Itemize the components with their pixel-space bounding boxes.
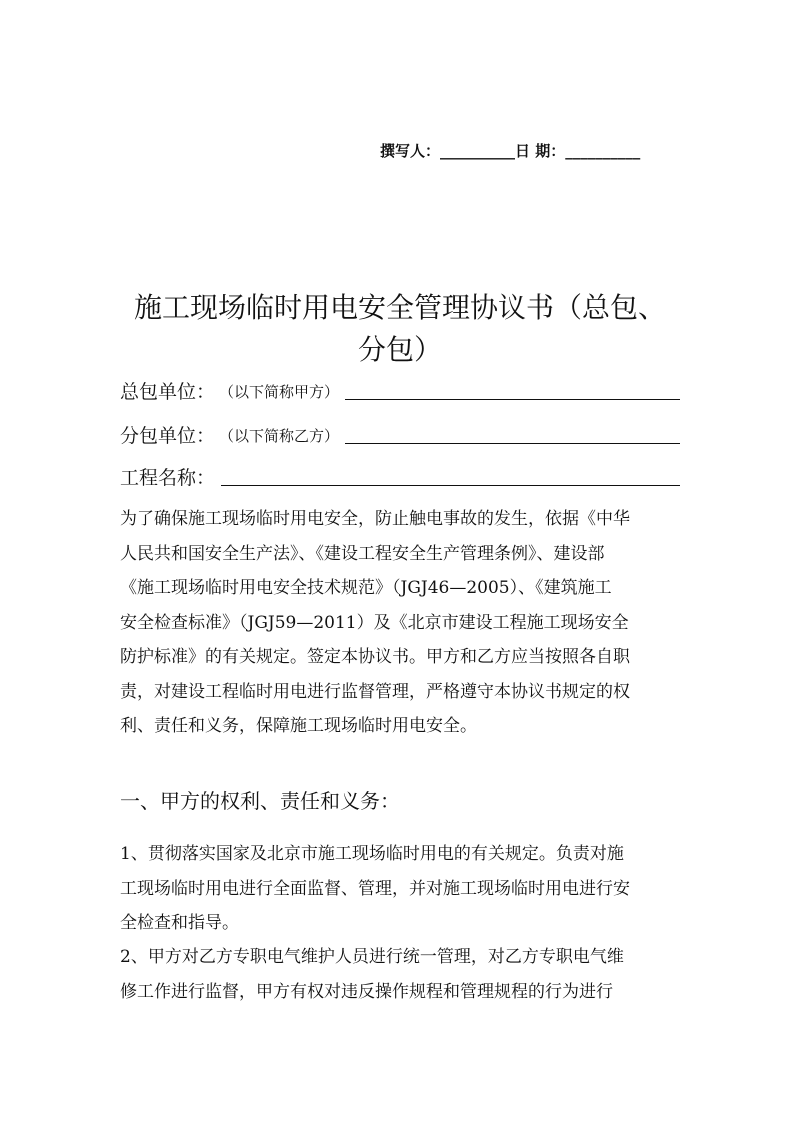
paragraph-line: 利、责任和义务，保障施工现场临时用电安全。 [120, 716, 477, 736]
paragraph-line: 为了确保施工现场临时用电安全，防止触电事故的发生，依据《中华 [120, 509, 630, 529]
section-heading-party-a: 一、甲方的权利、责任和义务： [120, 789, 400, 813]
subcontractor-field [120, 414, 680, 448]
paragraph-line: 人民共和国安全生产法》、《建设工程安全生产管理条例》、建设部 [120, 543, 605, 564]
author-label: 撰写人： [380, 142, 441, 160]
paragraph-line: 全检查和指导。 [120, 913, 239, 933]
author-date-line [380, 140, 640, 161]
fill-in-line [345, 399, 680, 400]
project-name-field [120, 456, 680, 490]
paragraph-line: 安全检查标准》（JGJ59—2011）及《北京市建设工程施工现场安全 [120, 612, 629, 633]
field-note: （以下简称甲方） [219, 383, 340, 401]
field-note: （以下简称乙方） [219, 427, 340, 445]
document-title-line-2: 分包） [357, 333, 442, 366]
fill-in-line [345, 443, 680, 444]
paragraph-line: 《施工现场临时用电安全技术规范》（JGJ46—2005）、《建筑施工 [120, 578, 612, 598]
fill-in-line [221, 485, 680, 486]
clause-1 [120, 837, 680, 941]
field-label: 工程名称： [120, 467, 216, 489]
clause-2 [120, 940, 680, 1009]
document-title-line-1: 施工现场临时用电安全管理协议书（总包、 [133, 291, 666, 324]
paragraph-line: 工现场临时用电进行全面监督、管理，并对施工现场临时用电进行安 [120, 878, 630, 899]
paragraph-line: 2、甲方对乙方专职电气维护人员进行统一管理，对乙方专职电气维 [120, 947, 624, 967]
date-label: 日 期： [515, 142, 566, 160]
date-blank: __________ [565, 142, 641, 160]
author-blank: __________ [440, 142, 516, 160]
paragraph-line: 1、贯彻落实国家及北京市施工现场临时用电的有关规定。负责对施 [120, 844, 624, 864]
intro-paragraph [120, 502, 680, 744]
general-contractor-field [120, 370, 680, 404]
paragraph-line: 修工作进行监督，甲方有权对违反操作规程和管理规程的行为进行 [120, 981, 613, 1002]
field-label: 分包单位： [120, 425, 216, 447]
paragraph-line: 防护标准》的有关规定。签定本协议书。甲方和乙方应当按照各自职 [120, 647, 630, 667]
field-label: 总包单位： [120, 381, 216, 403]
paragraph-line: 责，对建设工程临时用电进行监督管理，严格遵守本协议书规定的权 [120, 681, 630, 702]
